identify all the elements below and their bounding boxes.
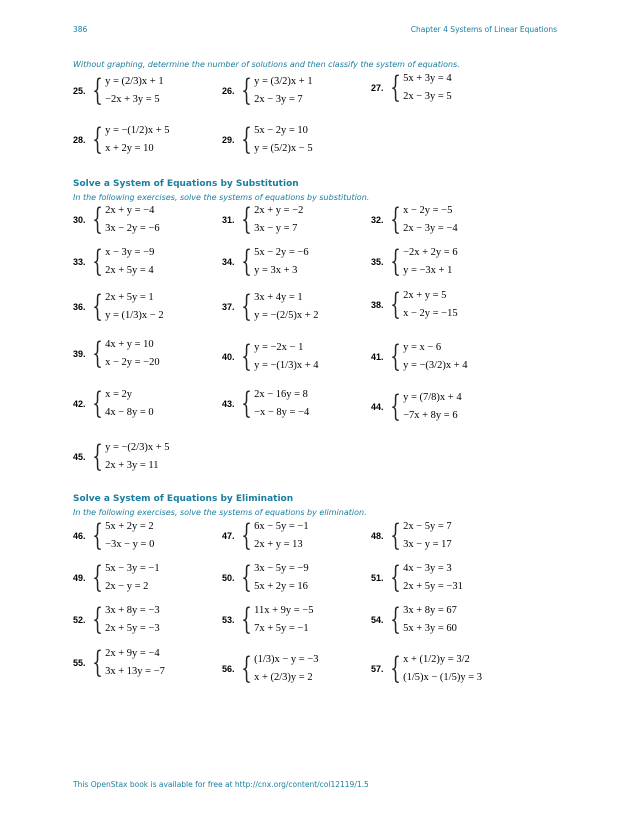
equation-2: −2x + 3y = 5 (105, 94, 160, 105)
intro-instruction: Without graphing, determine the number of solutions and then classify the system of equations. (73, 60, 460, 69)
exercise (222, 74, 313, 108)
brace-icon: { (241, 602, 252, 637)
exercise-number: 32. (371, 215, 384, 225)
exercise (222, 340, 319, 374)
exercise (73, 646, 165, 680)
brace-icon: { (241, 651, 252, 686)
exercise-number: 55. (73, 658, 86, 668)
footer-note: This OpenStax book is available for free at http://cnx.org/content/col12119/1.5 (73, 780, 369, 789)
equation-1: 5x + 3y = 4 (403, 73, 452, 84)
equation-2: 3x − 2y = −6 (105, 223, 160, 234)
exercise (222, 123, 313, 157)
chapter-title: Chapter 4 Systems of Linear Equations (410, 25, 557, 34)
brace-icon: { (241, 560, 252, 595)
equation-1: 11x + 9y = −5 (254, 605, 314, 616)
equation-2: 5x + 3y = 60 (403, 623, 457, 634)
equation-system (91, 290, 164, 324)
exercise-number: 54. (371, 615, 384, 625)
brace-icon: { (241, 122, 252, 157)
brace-icon: { (92, 336, 103, 371)
equation-1: 5x − 2y = −6 (254, 247, 309, 258)
equation-1: 2x + 9y = −4 (105, 648, 160, 659)
equation-system (240, 123, 313, 157)
exercise-number: 38. (371, 300, 384, 310)
equation-2: 2x − 3y = 7 (254, 94, 303, 105)
brace-icon: { (390, 560, 401, 595)
brace-icon: { (92, 122, 103, 157)
equation-2: 5x + 2y = 16 (254, 581, 308, 592)
equation-2: 3x − y = 17 (403, 539, 452, 550)
equation-1: (1/3)x − y = −3 (254, 654, 319, 665)
equation-system (91, 387, 154, 421)
exercise-number: 25. (73, 86, 86, 96)
exercise (371, 519, 452, 553)
equation-system (389, 203, 458, 237)
exercise-number: 42. (73, 399, 86, 409)
brace-icon: { (241, 339, 252, 374)
equation-system (389, 340, 468, 374)
equation-system (91, 245, 154, 279)
brace-icon: { (241, 386, 252, 421)
brace-icon: { (241, 289, 252, 324)
exercise (371, 603, 457, 637)
equation-1: 2x − 16y = 8 (254, 389, 308, 400)
equation-2: −7x + 8y = 6 (403, 410, 458, 421)
equation-system (240, 387, 309, 421)
equation-2: y = −3x + 1 (403, 265, 453, 276)
equation-1: 4x + y = 10 (105, 339, 154, 350)
equation-2: y = −(2/5)x + 2 (254, 310, 319, 321)
equation-1: y = (3/2)x + 1 (254, 76, 313, 87)
equation-2: −3x − y = 0 (105, 539, 155, 550)
equation-1: 3x − 5y = −9 (254, 563, 309, 574)
equation-1: 3x + 4y = 1 (254, 292, 303, 303)
exercise (73, 74, 164, 108)
exercise-number: 56. (222, 664, 235, 674)
page-number: 386 (73, 25, 88, 34)
brace-icon: { (390, 70, 401, 105)
exercise-number: 36. (73, 302, 86, 312)
exercise (73, 440, 170, 474)
exercise-number: 46. (73, 531, 86, 541)
exercise-number: 34. (222, 257, 235, 267)
exercise (73, 203, 160, 237)
exercise (371, 340, 468, 374)
equation-system (91, 123, 170, 157)
equation-system (240, 203, 303, 237)
brace-icon: { (390, 202, 401, 237)
equation-2: 2x + 5y = −3 (105, 623, 160, 634)
equation-1: y = −(1/2)x + 5 (105, 125, 170, 136)
exercise-number: 44. (371, 402, 384, 412)
equation-system (240, 652, 319, 686)
exercise (222, 203, 303, 237)
brace-icon: { (92, 244, 103, 279)
equation-1: 5x − 2y = 10 (254, 125, 308, 136)
exercise (222, 561, 309, 595)
equation-1: y = x − 6 (403, 342, 442, 353)
equation-1: 3x + 8y = 67 (403, 605, 457, 616)
equation-system (240, 74, 313, 108)
equation-1: 2x + 5y = 1 (105, 292, 154, 303)
exercise (73, 519, 154, 553)
exercise-number: 49. (73, 573, 86, 583)
equation-2: (1/5)x − (1/5)y = 3 (403, 672, 483, 683)
exercise (73, 387, 154, 421)
equation-system (91, 561, 160, 595)
equation-2: 7x + 5y = −1 (254, 623, 309, 634)
equation-2: 2x + 5y = 4 (105, 265, 154, 276)
equation-system (240, 290, 319, 324)
equation-2: x − 2y = −15 (403, 308, 458, 319)
exercise-number: 45. (73, 452, 86, 462)
brace-icon: { (390, 339, 401, 374)
equation-system (240, 561, 309, 595)
equation-1: x − 2y = −5 (403, 205, 453, 216)
equation-system (389, 561, 463, 595)
exercise-number: 30. (73, 215, 86, 225)
equation-system (240, 340, 319, 374)
equation-system (389, 245, 458, 279)
equation-1: 6x − 5y = −1 (254, 521, 309, 532)
exercise (371, 71, 452, 105)
exercise (222, 387, 309, 421)
equation-1: x = 2y (105, 389, 133, 400)
equation-system (389, 652, 482, 686)
equation-1: 2x + y = −2 (254, 205, 304, 216)
equation-1: 5x + 2y = 2 (105, 521, 154, 532)
equation-1: x − 3y = −9 (105, 247, 155, 258)
equation-2: 2x − 3y = 5 (403, 91, 452, 102)
equation-system (91, 337, 160, 371)
brace-icon: { (241, 73, 252, 108)
exercise-number: 27. (371, 83, 384, 93)
equation-system (240, 245, 309, 279)
equation-2: y = −(3/2)x + 4 (403, 360, 468, 371)
exercise-number: 33. (73, 257, 86, 267)
exercise-number: 41. (371, 352, 384, 362)
exercise (371, 390, 462, 424)
exercise (371, 561, 463, 595)
exercise (371, 288, 458, 322)
brace-icon: { (92, 202, 103, 237)
brace-icon: { (241, 518, 252, 553)
exercise-number: 39. (73, 349, 86, 359)
equation-system (389, 390, 462, 424)
exercise (73, 337, 160, 371)
exercise (73, 123, 170, 157)
equation-1: x + (1/2)y = 3/2 (403, 654, 470, 665)
exercise (371, 652, 482, 686)
equation-system (91, 203, 160, 237)
equation-1: y = (7/8)x + 4 (403, 392, 462, 403)
exercise-number: 51. (371, 573, 384, 583)
equation-system (389, 288, 458, 322)
equation-system (389, 603, 457, 637)
equation-1: y = −2x − 1 (254, 342, 304, 353)
brace-icon: { (92, 518, 103, 553)
equation-1: 2x + y = −4 (105, 205, 155, 216)
brace-icon: { (390, 287, 401, 322)
equation-1: 5x − 3y = −1 (105, 563, 160, 574)
equation-2: −x − 8y = −4 (254, 407, 310, 418)
exercise-number: 53. (222, 615, 235, 625)
equation-1: 4x − 3y = 3 (403, 563, 452, 574)
brace-icon: { (92, 439, 103, 474)
equation-1: −2x + 2y = 6 (403, 247, 458, 258)
exercise (73, 561, 160, 595)
exercise-number: 48. (371, 531, 384, 541)
exercise (371, 245, 458, 279)
brace-icon: { (390, 518, 401, 553)
exercise-number: 43. (222, 399, 235, 409)
exercise (222, 245, 309, 279)
equation-2: x + 2y = 10 (105, 143, 154, 154)
exercise (222, 652, 319, 686)
exercise (222, 290, 319, 324)
equation-system (389, 71, 452, 105)
equation-2: 2x + 3y = 11 (105, 460, 159, 471)
brace-icon: { (92, 73, 103, 108)
equation-system (91, 646, 165, 680)
equation-system (91, 519, 154, 553)
equation-2: 2x + y = 13 (254, 539, 303, 550)
equation-system (389, 519, 452, 553)
brace-icon: { (92, 602, 103, 637)
equation-2: x − 2y = −20 (105, 357, 160, 368)
exercise (73, 245, 154, 279)
brace-icon: { (241, 244, 252, 279)
equation-2: y = (1/3)x − 2 (105, 310, 164, 321)
section-title-substitution: Solve a System of Equations by Substitution (73, 179, 299, 189)
equation-2: x + (2/3)y = 2 (254, 672, 313, 683)
equation-1: 3x + 8y = −3 (105, 605, 160, 616)
brace-icon: { (92, 386, 103, 421)
brace-icon: { (92, 289, 103, 324)
brace-icon: { (241, 202, 252, 237)
exercise-number: 52. (73, 615, 86, 625)
equation-2: y = 3x + 3 (254, 265, 298, 276)
equation-2: 3x − y = 7 (254, 223, 298, 234)
exercise-number: 40. (222, 352, 235, 362)
equation-system (91, 603, 160, 637)
exercise (222, 603, 313, 637)
equation-2: 2x − 3y = −4 (403, 223, 458, 234)
brace-icon: { (92, 560, 103, 595)
brace-icon: { (390, 244, 401, 279)
equation-system (240, 519, 309, 553)
exercise (73, 290, 164, 324)
exercise-number: 28. (73, 135, 86, 145)
equation-2: 4x − 8y = 0 (105, 407, 154, 418)
exercise-number: 47. (222, 531, 235, 541)
exercise-number: 57. (371, 664, 384, 674)
exercise-number: 50. (222, 573, 235, 583)
equation-2: 3x + 13y = −7 (105, 666, 165, 677)
exercise (222, 519, 309, 553)
section-instruction-elimination: In the following exercises, solve the systems of equations by elimination. (73, 508, 367, 517)
equation-system (91, 440, 170, 474)
equation-1: 2x − 5y = 7 (403, 521, 452, 532)
exercise-number: 29. (222, 135, 235, 145)
equation-1: 2x + y = 5 (403, 290, 447, 301)
exercise (73, 603, 160, 637)
exercise-number: 35. (371, 257, 384, 267)
equation-2: 2x − y = 2 (105, 581, 149, 592)
brace-icon: { (92, 645, 103, 680)
equation-2: y = (5/2)x − 5 (254, 143, 313, 154)
brace-icon: { (390, 602, 401, 637)
exercise-number: 37. (222, 302, 235, 312)
equation-2: 2x + 5y = −31 (403, 581, 463, 592)
section-title-elimination: Solve a System of Equations by Elimination (73, 494, 294, 504)
brace-icon: { (390, 389, 401, 424)
exercise-number: 26. (222, 86, 235, 96)
equation-system (240, 603, 313, 637)
equation-1: y = −(2/3)x + 5 (105, 442, 170, 453)
equation-system (91, 74, 164, 108)
section-instruction-substitution: In the following exercises, solve the systems of equations by substitution. (73, 193, 370, 202)
equation-1: y = (2/3)x + 1 (105, 76, 164, 87)
brace-icon: { (390, 651, 401, 686)
exercise (371, 203, 458, 237)
equation-2: y = −(1/3)x + 4 (254, 360, 319, 371)
exercise-number: 31. (222, 215, 235, 225)
